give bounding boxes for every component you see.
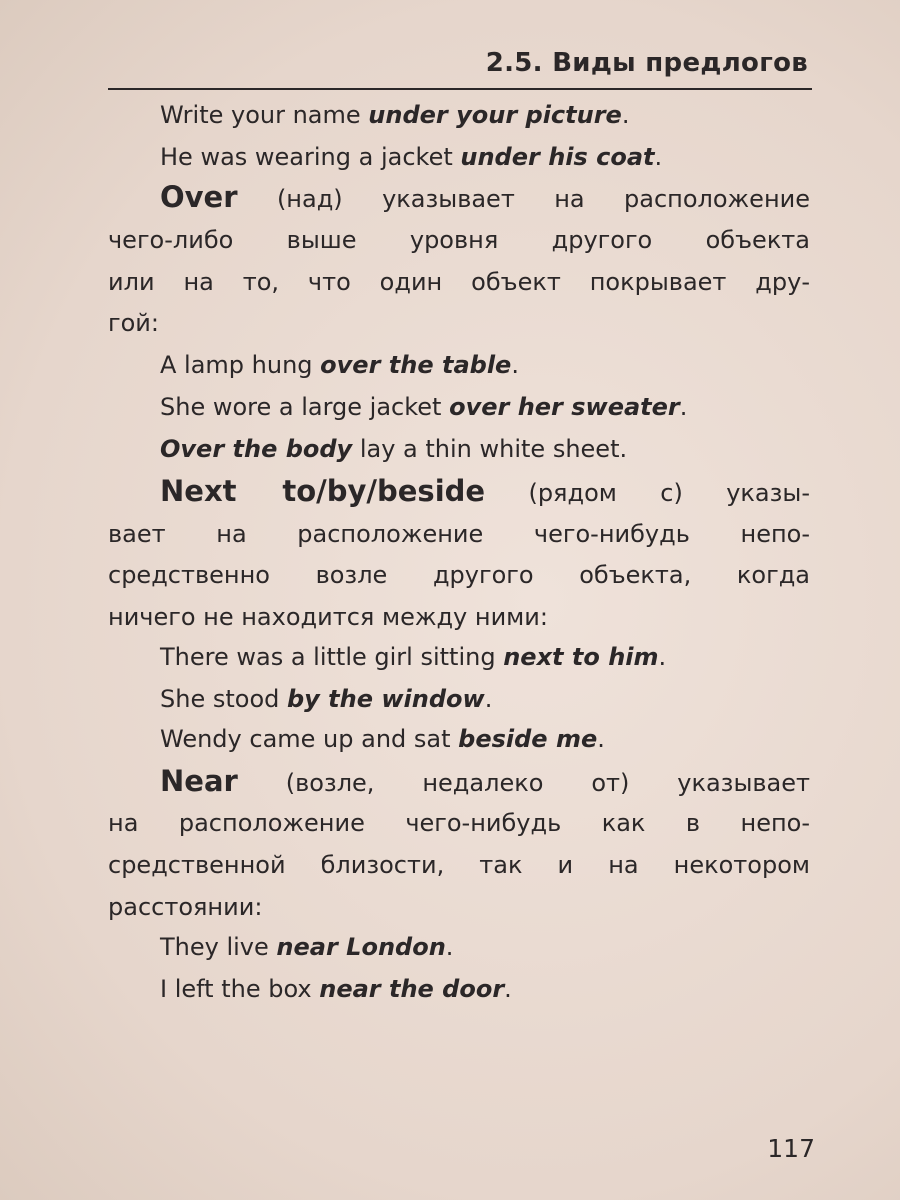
text-line (108, 560, 810, 590)
text-segment: She wore a large jacket (160, 393, 450, 421)
page-number: 117 (767, 1134, 815, 1163)
text-segment: чего-либо выше уровня другого объекта (108, 226, 810, 254)
header-rule (108, 88, 812, 90)
preposition-term: Near (160, 764, 238, 798)
text-segment: They live (160, 933, 277, 961)
text-segment: расстоянии: (108, 893, 263, 921)
example-sentence (160, 684, 810, 714)
text-segment: A lamp hung (160, 351, 321, 379)
text-line (108, 267, 810, 297)
text-line (108, 308, 810, 338)
text-segment: Write your name (160, 101, 369, 129)
text-segment: She stood (160, 685, 287, 713)
example-sentence (160, 932, 810, 962)
text-segment: Wendy came up and sat (160, 725, 459, 753)
highlighted-phrase: under his coat (460, 143, 655, 171)
text-segment: . (484, 685, 493, 713)
text-segment: He was wearing a jacket (160, 143, 461, 171)
text-segment: на расположение чего-нибудь как в непо- (108, 809, 810, 837)
text-line (108, 850, 810, 880)
highlighted-phrase: near the door (319, 975, 505, 1003)
example-sentence (160, 974, 810, 1004)
example-sentence (160, 642, 810, 672)
text-segment: (над) указывает на расположение (237, 185, 810, 213)
example-sentence (160, 100, 810, 130)
text-line (108, 519, 810, 549)
text-segment: . (654, 143, 663, 171)
highlighted-phrase: over her sweater (449, 393, 680, 421)
text-line (108, 808, 810, 838)
text-segment: (рядом с) указы- (485, 479, 810, 507)
text-segment: вает на расположение чего-нибудь непо- (108, 520, 810, 548)
text-line (108, 225, 810, 255)
highlighted-phrase: beside me (458, 725, 598, 753)
example-sentence (160, 724, 810, 754)
text-line (160, 766, 810, 798)
text-segment: ничего не находится между ними: (108, 603, 548, 631)
text-segment: . (504, 975, 512, 1003)
example-sentence (160, 142, 810, 172)
text-line (160, 182, 810, 214)
highlighted-phrase: Over the body (160, 435, 353, 463)
highlighted-phrase: under your picture (368, 101, 622, 129)
example-sentence (160, 392, 810, 422)
text-line (108, 602, 810, 632)
text-segment: гой: (108, 309, 159, 337)
text-segment: . (445, 933, 454, 961)
text-segment: lay a thin white sheet. (352, 435, 628, 463)
preposition-term: Next to/by/beside (160, 474, 486, 508)
example-sentence (160, 434, 810, 464)
text-segment: I left the box (160, 975, 320, 1003)
highlighted-phrase: over the table (320, 351, 512, 379)
text-line (160, 476, 810, 508)
text-segment: средственной близости, так и на некотором (108, 851, 810, 879)
highlighted-phrase: by the window (286, 685, 485, 713)
text-segment: . (511, 351, 519, 379)
text-segment: (возле, недалеко от) указывает (237, 769, 810, 797)
text-segment: . (679, 393, 688, 421)
text-segment: . (658, 643, 667, 671)
text-segment: There was a little girl sitting (160, 643, 504, 671)
text-line (108, 892, 810, 922)
highlighted-phrase: near London (276, 933, 446, 961)
text-segment: . (597, 725, 605, 753)
example-sentence (160, 350, 810, 380)
highlighted-phrase: next to him (503, 643, 659, 671)
section-header: 2.5. Виды предлогов (485, 48, 808, 78)
text-segment: . (621, 101, 630, 129)
text-segment: или на то, что один объект покрывает дру- (108, 268, 810, 296)
preposition-term: Over (160, 180, 238, 214)
text-segment: средственно возле другого объекта, когда (108, 561, 810, 589)
